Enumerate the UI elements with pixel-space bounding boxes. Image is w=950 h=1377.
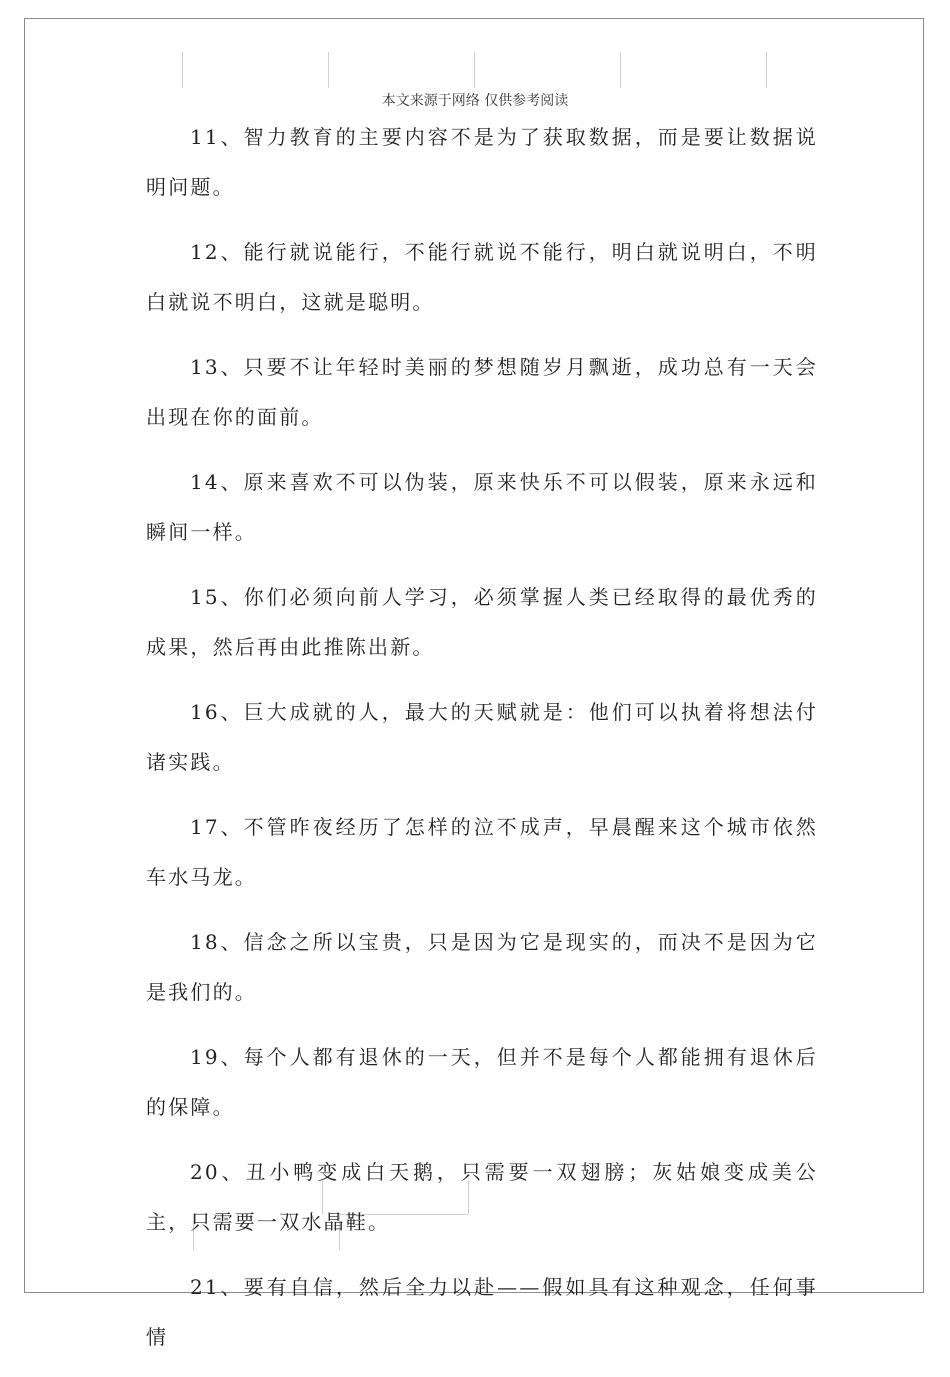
quote-paragraph: 20、丑小鸭变成白天鹅，只需要一双翅膀；灰姑娘变成美公主，只需要一双水晶鞋。 — [146, 1160, 818, 1234]
top-divider-line — [766, 52, 767, 88]
source-disclaimer: 本文来源于网络 仅供参考阅读 — [381, 93, 569, 109]
top-divider-line — [328, 52, 329, 88]
quote-paragraph: 14、原来喜欢不可以伪装，原来快乐不可以假装，原来永远和瞬间一样。 — [146, 470, 818, 544]
quote-paragraph: 19、每个人都有退休的一天，但并不是每个人都能拥有退休后的保障。 — [146, 1045, 818, 1119]
document-body — [146, 112, 818, 1377]
quote-paragraph: 17、不管昨夜经历了怎样的泣不成声，早晨醒来这个城市依然车水马龙。 — [146, 815, 818, 889]
quote-paragraph: 18、信念之所以宝贵，只是因为它是现实的，而决不是因为它是我们的。 — [146, 930, 818, 1004]
quote-paragraph: 16、巨大成就的人，最大的天赋就是：他们可以执着将想法付诸实践。 — [146, 700, 818, 774]
top-divider-line — [182, 52, 183, 88]
quote-paragraph: 15、你们必须向前人学习，必须掌握人类已经取得的最优秀的成果，然后再由此推陈出新。 — [146, 585, 818, 659]
quote-paragraph: 21、要有自信，然后全力以赴——假如具有这种观念，任何事情 — [146, 1275, 818, 1349]
top-divider-line — [620, 52, 621, 88]
quote-paragraph: 12、能行就说能行，不能行就说不能行，明白就说明白，不明白就说不明白，这就是聪明。 — [146, 240, 818, 314]
quote-paragraph: 13、只要不让年轻时美丽的梦想随岁月飘逝，成功总有一天会出现在你的面前。 — [146, 355, 818, 429]
quote-paragraph: 11、智力教育的主要内容不是为了获取数据，而是要让数据说明问题。 — [146, 125, 818, 199]
top-divider-line — [474, 52, 475, 88]
